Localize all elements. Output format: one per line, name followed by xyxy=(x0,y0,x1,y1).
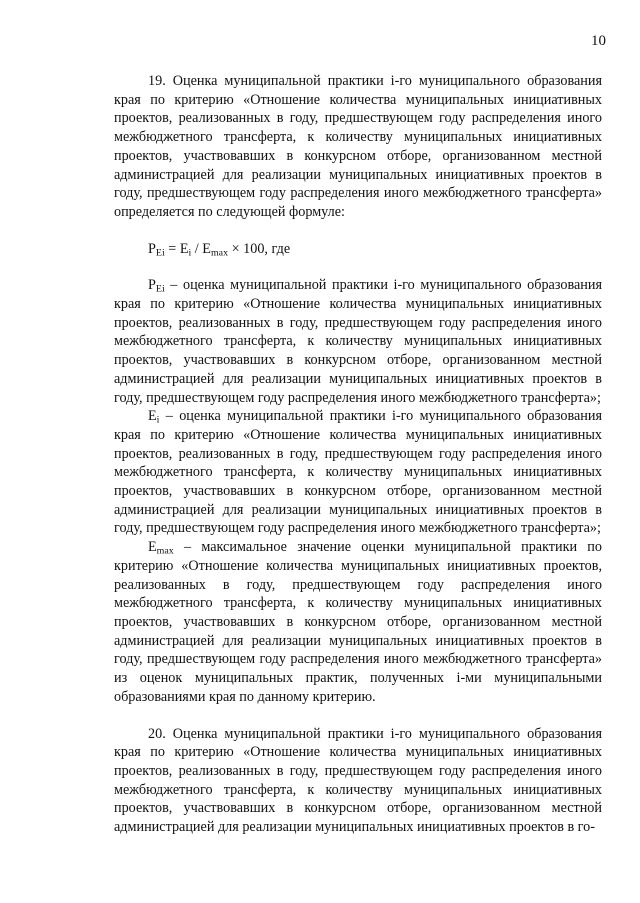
def-emax-symbol: E xyxy=(148,539,157,556)
formula-tail: × 100, где xyxy=(228,240,291,257)
page-number: 10 xyxy=(591,33,606,49)
def-pei-symbol: P xyxy=(148,277,156,294)
formula-eq: = E xyxy=(164,240,189,257)
formula-div: / E xyxy=(191,240,211,257)
formula-emax-sub: max xyxy=(210,247,229,259)
paragraph-20: 20. Оценка муниципальной практики i-го муниципального образования края по критерию «Отношение количества муниципальных инициативных проектов, реализованных в году, предшествующем году распределения иного межбюджетного трансферта, к количеству муниципальных инициативных проектов, участвовавших в конкурсном отборе, организованном местной администрацией для реализации муниципальных инициативных проектов в го- xyxy=(114,725,602,836)
paragraph-gap xyxy=(114,707,602,725)
formula-p: P xyxy=(148,240,156,257)
formula xyxy=(114,240,602,259)
def-emax-sub: max xyxy=(156,545,174,557)
def-ei-text: – оценка муниципальной практики i-го муниципального образования края по критерию «Отношение количества муниципальных инициативных проектов, реализованных в году, предшествующем году распределения иного межбюджетного трансферта, к количеству муниципальных инициативных проектов, участвовавших в конкурсном отборе, организованном местной администрацией для реализации муниципальных инициативных проектов в году, предшествующем году распределения иного межбюджетного трансферта»; xyxy=(114,408,602,537)
def-pei-text: – оценка муниципальной практики i-го муниципального образования края по критерию «Отношение количества муниципальных инициативных проектов, реализованных в году, предшествующем году распределения иного межбюджетного трансферта, к количеству муниципальных инициативных проектов, участвовавших в конкурсном отборе, организованном местной администрацией для реализации муниципальных инициативных проектов в году, предшествующем году распределения иного межбюджетного трансферта»; xyxy=(114,277,602,406)
def-ei-sub: i xyxy=(156,414,160,426)
def-ei-symbol: E xyxy=(148,408,157,425)
formula-e-sub: i xyxy=(188,247,192,259)
definition-emax xyxy=(114,538,602,706)
document-body xyxy=(114,72,602,837)
def-pei-sub: Ei xyxy=(155,283,165,295)
definition-ei xyxy=(114,407,602,538)
paragraph-19: 19. Оценка муниципальной практики i-го муниципального образования края по критерию «Отношение количества муниципальных инициативных проектов, реализованных в году, предшествующем году распределения иного межбюджетного трансферта, к количеству муниципальных инициативных проектов, участвовавших в конкурсном отборе, организованном местной администрацией для реализации муниципальных инициативных проектов в году, предшествующем году распределения иного межбюджетного трансферта» определяется по следующей формуле: xyxy=(114,73,602,220)
formula-p-sub: Ei xyxy=(155,247,165,259)
def-emax-text: – максимальное значение оценки муниципальной практики по критерию «Отношение количества муниципальных инициативных проектов, реализованных в году, предшествующем году распределения иного межбюджетного трансферта, к количеству муниципальных инициативных проектов, участвовавших в конкурсном отборе, организованном местной администрацией для реализации муниципальных инициативных проектов в году, предшествующем году распределения иного межбюджетного трансферта» из оценок муниципальных практик, полученных i-ми муниципальными образованиями края по данному критерию. xyxy=(114,539,602,705)
definition-pei xyxy=(114,276,602,407)
